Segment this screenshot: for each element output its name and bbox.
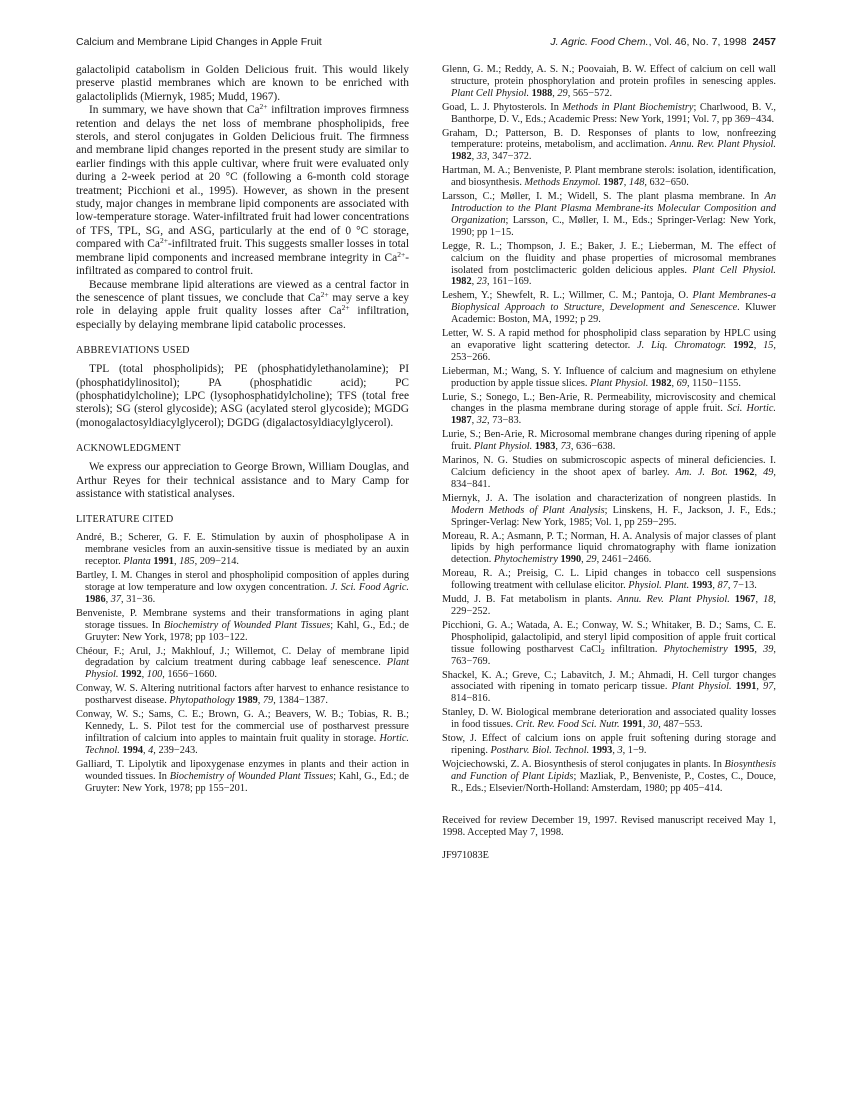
reference-entry: André, B.; Scherer, G. F. E. Stimulation by auxin of phospholipase A in membrane vesicles from an auxin-sensitive tissue is mediated by an auxin receptor. Planta 1991, 185, 209−214. xyxy=(76,532,409,568)
reference-entry: Wojciechowski, Z. A. Biosynthesis of sterol conjugates in plants. In Biosynthesis and Function of Plant Lipids; Mazliak, P., Benveniste, P., Costes, C., Douce, R., Eds.; Elsevier/North-Holland: Amsterdam, 1980; pp 405−414. xyxy=(442,758,776,794)
reference-entry: Larsson, C.; Møller, I. M.; Widell, S. The plant plasma membrane. In An Introduction to the Plant Plasma Membrane-its Molecular Composition and Organization; Larsson, C., Møller, I. M., Eds.; Springer-Verlag: New York, 1990; pp 1−15. xyxy=(442,191,776,238)
reference-entry: Miernyk, J. A. The isolation and characterization of nongreen plastids. In Modern Methods of Plant Analysis; Linskens, H. F., Jackson, J. F., Eds.; Springer-Verlag: New York, 1985; Vol. 1, pp 259−295. xyxy=(442,492,776,528)
reference-entry: Conway, W. S.; Sams, C. E.; Brown, G. A.; Beavers, W. B.; Tobias, R. B.; Kennedy, L. S. Pilot test for the commercial use of postharvest pressure infiltration of calcium into apples to maintain fruit quality in storage. Hortic. Technol. 1994, 4, 239−243. xyxy=(76,709,409,756)
reference-entry: Benveniste, P. Membrane systems and their transformations in aging plant storage tissues. In Biochemistry of Wounded Plant Tissues; Kahl, G., Ed.; de Gruyter: New York, 1978; pp 103−122. xyxy=(76,607,409,643)
reference-entry: Chéour, F.; Arul, J.; Makhlouf, J.; Willemot, C. Delay of membrane lipid degradation by calcium treatment during cabbage leaf senescence. Plant Physiol. 1992, 100, 1656−1660. xyxy=(76,645,409,681)
reference-entry: Lieberman, M.; Wang, S. Y. Influence of calcium and magnesium on ethylene production by apple tissue slices. Plant Physiol. 1982, 69, 1150−1155. xyxy=(442,365,776,389)
reference-list-right xyxy=(442,64,776,795)
reference-entry: Letter, W. S. A rapid method for phospholipid class separation by HPLC using an evaporative light scattering detector. J. Liq. Chromatogr. 1992, 15, 253−266. xyxy=(442,328,776,363)
abbreviations-heading: ABBREVIATIONS USED xyxy=(76,345,190,357)
abbreviations-text: TPL (total phospholipids); PE (phosphatidylethanolamine); PI (phosphatidylinositol); PA (phosphatidic acid); PC (phosphatidylcholine); LPC (lysophosphatidylcholine); TFS (total free sterols); SG (sterol glycoside); ASG (acylated sterol glycoside); MGDG (monogalactosyldiacylglycerol); DGDG (digalactosyldiacylglycerol). xyxy=(76,363,409,429)
reference-entry: Mudd, J. B. Fat metabolism in plants. Annu. Rev. Plant Physiol. 1967, 18, 229−252. xyxy=(442,594,776,617)
right-column xyxy=(442,64,776,861)
reference-entry: Lurie, S.; Sonego, L.; Ben-Arie, R. Permeability, microviscosity and chemical changes in the plasma membrane during storage of apple fruit. Sci. Hortic. 1987, 32, 73−83. xyxy=(442,391,776,427)
reference-entry: Goad, L. J. Phytosterols. In Methods in Plant Biochemistry; Charlwood, B. V., Banthorpe, D. V., Eds.; Academic Press: New York, 1991; Vol. 7, pp 369−434. xyxy=(442,101,776,125)
running-title: Calcium and Membrane Lipid Changes in Apple Fruit xyxy=(76,36,322,48)
body-paragraph: In summary, we have shown that $Ca^{2+}$ infiltration improves firmness retention and delays the net loss of membrane phospholipids, free sterols, and sterol conjugates in Golden Delicious fruit. The firmness and membrane lipid changes reported in the present study are similar to earlier findings with this apple cultivar, where fruit were evaluated only during a 2-week period at 20 °C (following a 6-month cold storage treatment; Picchioni et al., 1995). However, as shown in the present study, major changes in membrane lipid components are associated with low-temperature storage. Water-infiltrated fruit had lower concentrations of TFS, TPL, SG, and ASG, particularly at the end of 0 °C storage, compared with $Ca^{2+}$-infiltrated fruit. This suggests smaller losses in total membrane lipid components and increased membrane integrity in $Ca^{2+}$-infiltrated as compared to control fruit. xyxy=(76,102,409,278)
body-paragraph: galactolipid catabolism in Golden Delicious fruit. This would likely preserve plastid membranes which are known to be enriched with galactoliplids (Miernyk, 1985; Mudd, 1967). xyxy=(76,64,409,103)
reference-entry: Marinos, N. G. Studies on submicroscopic aspects of mineral deficiencies. I. Calcium deficiency in the shoot apex of barley. Am. J. Bot. 1962, 49, 834−841. xyxy=(442,455,776,490)
running-header xyxy=(76,36,776,50)
body-paragraph: Because membrane lipid alterations are viewed as a central factor in the senescence of plant tissues, we conclude that $Ca^{2+}$ may serve a key role in delaying apple fruit quality losses after $Ca^{2+}$ infiltration, especially by delaying membrane lipid catabolic processes. xyxy=(76,278,410,331)
reference-entry: Moreau, R. A.; Preisig, C. L. Lipid changes in tobacco cell suspensions following treatment with cellulase elicitor. Physiol. Plant. 1993, 87, 7−13. xyxy=(442,568,776,592)
reference-entry: Legge, R. L.; Thompson, J. E.; Baker, J. E.; Lieberman, M. The effect of calcium on the fluidity and phase properties of microsomal membranes isolated from postclimacteric golden delicious apples. Plant Cell Physiol. 1982, 23, 161−169. xyxy=(442,240,777,288)
reference-entry: Hartman, M. A.; Benveniste, P. Plant membrane sterols: isolation, identification, and biosynthesis. Methods Enzymol. 1987, 148, 632−650. xyxy=(442,165,776,189)
page-number: 2457 xyxy=(752,36,776,48)
reference-entry: Glenn, G. M.; Reddy, A. S. N.; Poovaiah, B. W. Effect of calcium on cell wall structure, protein phosphorylation and protein profiles in senescing apples. Plant Cell Physiol. 1988, 29, 565−572. xyxy=(442,64,776,99)
reference-entry: Lurie, S.; Ben-Arie, R. Microsomal membrane changes during ripening of apple fruit. Plant Physiol. 1983, 73, 636−638. xyxy=(442,429,776,453)
reference-entry: Conway, W. S. Altering nutritional factors after harvest to enhance resistance to postharvest disease. Phytopathology 1989, 79, 1384−1387. xyxy=(76,683,409,707)
received-note: Received for review December 19, 1997. Revised manuscript received May 1, 1998. Accepted May 7, 1998. xyxy=(442,814,776,838)
document-id: JF971083E xyxy=(442,849,489,861)
reference-entry: Galliard, T. Lipolytik and lipoxygenase enzymes in plants and their action in wounded tissues. In Biochemistry of Wounded Plant Tissues; Kahl, G., Ed.; de Gruyter: New York, 1978; pp 155−201. xyxy=(76,758,409,794)
volume-issue-year: , Vol. 46, No. 7, 1998 xyxy=(648,36,747,48)
acknowledgment-heading: ACKNOWLEDGMENT xyxy=(76,443,181,455)
reference-entry: Bartley, I. M. Changes in sterol and phospholipid composition of apples during storage at low temperature and low oxygen concentration. J. Sci. Food Agric. 1986, 37, 31−36. xyxy=(76,570,409,605)
reference-list-left xyxy=(76,532,409,794)
reference-entry: Graham, D.; Patterson, B. D. Responses of plants to low, nonfreezing temperature: proteins, metabolism, and acclimation. Annu. Rev. Plant Physiol. 1982, 33, 347−372. xyxy=(442,127,776,163)
literature-heading: LITERATURE CITED xyxy=(76,514,174,526)
reference-entry: Shackel, K. A.; Greve, C.; Labavitch, J. M.; Ahmadi, H. Cell turgor changes associated with ripening in tomato pericarp tissue. Plant Physiol. 1991, 97, 814−816. xyxy=(442,669,776,705)
journal-name: J. Agric. Food Chem. xyxy=(550,36,649,48)
reference-entry: Moreau, R. A.; Asmann, P. T.; Norman, H. A. Analysis of major classes of plant lipids by high performance liquid chromatography with flame ionization detection. Phytochemistry 1990, 29, 2461−2466. xyxy=(442,530,776,566)
reference-entry: Stow, J. Effect of calcium ions on apple fruit softening during storage and ripening. Postharv. Biol. Technol. 1993, 3, 1−9. xyxy=(442,733,776,756)
left-column xyxy=(76,64,409,796)
reference-entry: Picchioni, G. A.; Watada, A. E.; Conway, W. S.; Whitaker, B. D.; Sams, C. E. Phospholipid, galactolipid, and steryl lipid composition of apple fruit cortical tissue following postharvest CaCl$_2$ infiltration. Phytochemistry 1995, 39, 763−769. xyxy=(442,619,776,667)
reference-entry: Leshem, Y.; Shewfelt, R. L.; Willmer, C. M.; Pantoja, O. Plant Membranes-a Biophysical Approach to Structure, Development and Senescence. Kluwer Academic: Boston, MA, 1992; p 29. xyxy=(442,290,777,326)
journal-citation xyxy=(550,36,776,48)
acknowledgment-text: We express our appreciation to George Brown, William Douglas, and Arthur Reyes for their technical assistance and to Mary Camp for assistance with statistical analyses. xyxy=(76,461,409,500)
reference-entry: Stanley, D. W. Biological membrane deterioration and associated quality losses in food tissues. Crit. Rev. Food Sci. Nutr. 1991, 30, 487−553. xyxy=(442,707,776,731)
